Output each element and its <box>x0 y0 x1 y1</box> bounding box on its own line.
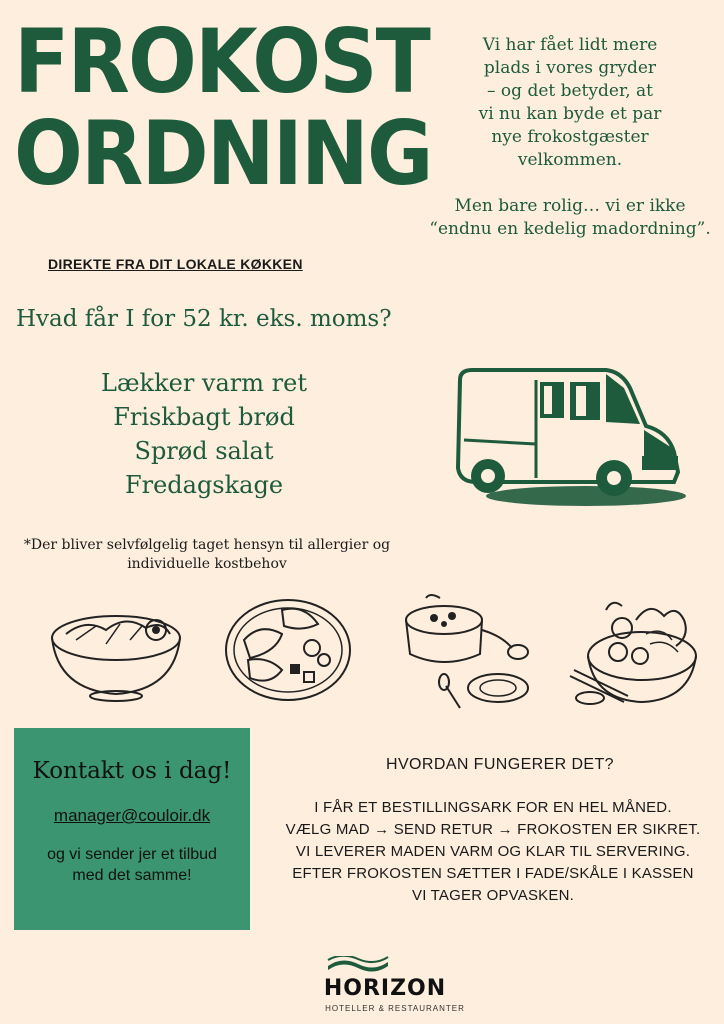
intro-line: Vi har fået lidt mere <box>482 35 658 55</box>
intro-text <box>420 34 720 241</box>
noodle-bowl-icon <box>566 590 706 715</box>
offer-item: Friskbagt brød <box>113 403 295 431</box>
contact-text: og vi sender jer et tilbud med det samme! <box>47 846 217 884</box>
offer-item: Fredagskage <box>124 471 284 499</box>
offer-item: Lækker varm ret <box>101 369 307 397</box>
how-steps <box>262 797 724 907</box>
how-title: HVORDAN FUNGERER DET? <box>386 756 614 773</box>
offer-list <box>86 366 322 502</box>
horizon-logo <box>320 956 470 1018</box>
how-step: VI LEVERER MADEN VARM OG KLAR TIL SERVERING. <box>295 843 691 860</box>
offer-question: Hvad får I for 52 kr. eks. moms? <box>16 306 392 332</box>
allergy-line: *Der bliver selvfølgelig taget hensyn til allergier og <box>23 537 391 553</box>
how-step: I FÅR ET BESTILLINGSARK FOR EN HEL MÅNED. <box>314 799 672 816</box>
plate-meal-icon <box>220 590 360 715</box>
horizon-wave-logo-icon <box>326 956 390 976</box>
subtitle: DIREKTE FRA DIT LOKALE KØKKEN <box>48 256 303 272</box>
contact-title: Kontakt os i dag! <box>32 758 232 784</box>
intro-line: “endnu en kedelig madordning”. <box>429 219 711 239</box>
intro-line: nye frokostgæster <box>491 127 649 147</box>
page-title <box>14 10 432 205</box>
contact-box <box>14 728 250 930</box>
title-line-2: ORDNING <box>14 102 432 205</box>
allergy-note <box>10 536 404 574</box>
intro-line: velkommen. <box>517 150 623 170</box>
contact-email-link[interactable]: manager@couloir.dk <box>53 806 211 825</box>
logo-tagline: HOTELLER & RESTAURANTER <box>325 1004 465 1013</box>
offer-item: Sprød salat <box>134 437 274 465</box>
logo-name: HORIZON <box>323 976 447 1001</box>
title-line-1: FROKOST <box>14 10 430 113</box>
how-step: EFTER FROKOSTEN SÆTTER I FADE/SKÅLE I KASSEN <box>292 865 694 882</box>
soup-pot-icon <box>400 590 540 715</box>
delivery-van-icon <box>446 360 686 510</box>
intro-line: Men bare rolig… vi er ikke <box>454 196 686 216</box>
allergy-line: individuelle kostbehov <box>127 556 287 572</box>
intro-line: plads i vores gryder <box>483 58 657 78</box>
how-step: VÆLG MAD → SEND RETUR → FROKOSTEN ER SIKRET. <box>285 821 701 838</box>
intro-line: vi nu kan byde et par <box>478 104 662 124</box>
intro-line: – og det betyder, at <box>487 81 653 101</box>
salad-bowl-icon <box>46 590 186 715</box>
how-step: VI TAGER OPVASKEN. <box>412 887 574 904</box>
